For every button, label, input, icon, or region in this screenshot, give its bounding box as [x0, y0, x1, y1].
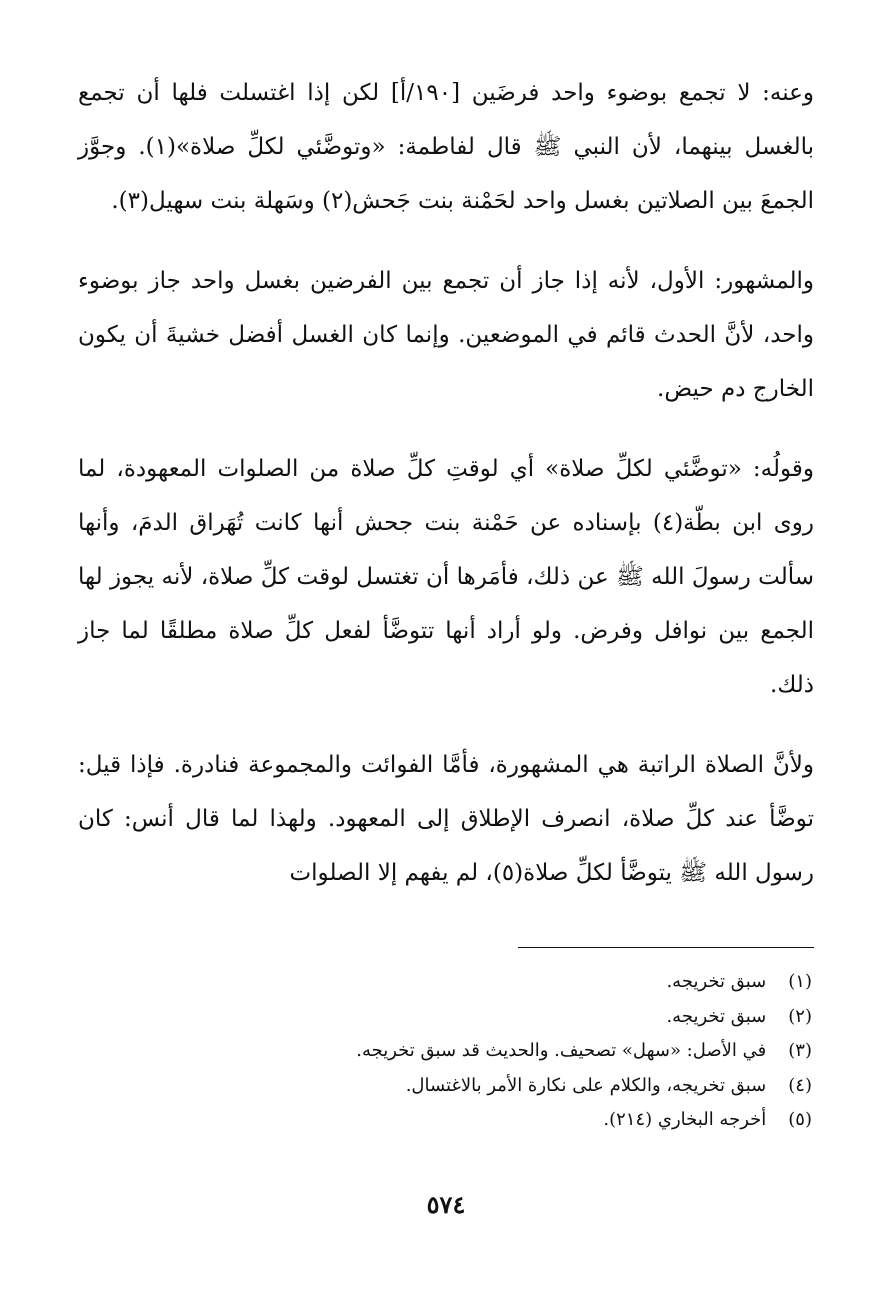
footnote-number: (١)	[788, 971, 812, 992]
footnote-item	[212, 1000, 812, 1035]
paragraph-2	[78, 254, 814, 416]
footnote-text: سبق تخريجه.	[666, 971, 767, 992]
text-line: تجمع بالغسل بينهما، لأن النبي ﷺ قال لفاطمة: «وتوضَّئي لكلِّ صلاة»(١).	[78, 80, 814, 160]
paragraph-1	[78, 66, 814, 228]
text-line: وعنه: لا تجمع بوضوء واحد فرضَين [١٩٠/أ] لكن إذا اغتسلت فلها أن	[136, 80, 815, 106]
text-line: والمشهور: الأول، لأنه إذا جاز أن تجمع بين الفرضين بغسل واحد	[190, 268, 815, 294]
text-line: وجوَّز الجمعَ بين الصلاتين بغسل واحد لحَمْنة بنت جَحش(٢) وسَهلة بنت	[78, 134, 814, 214]
text-line: سهيل(٣).	[111, 188, 204, 214]
footnote-text: أخرجه البخاري (٢١٤).	[603, 1109, 767, 1130]
text-line: وقولُه: «توضَّئي لكلِّ صلاة» أي لوقتِ كلِّ صلاة من الصلوات	[217, 456, 814, 482]
text-line: أفضل خشيةَ أن يكون الخارج دم حيض.	[78, 322, 814, 402]
text-line: المعهودة، لما روى ابن بطّة(٤) بإسناده عن حَمْنة بنت جحش أنها كانت	[78, 456, 815, 536]
text-line: تُهَراق الدمَ، وأنها سألت رسولَ الله ﷺ عن ذلك، فأمَرها أن تغتسل لوقت	[78, 510, 815, 590]
text-line: قال أنس: كان رسول الله ﷺ يتوضَّأ لكلِّ صلاة(٥)، لم يفهم إلا الصلوات	[78, 806, 814, 886]
text-line: ولأنَّ الصلاة الراتبة هي المشهورة، فأمَّا الفوائت والمجموعة فنادرة.	[173, 752, 814, 778]
text-line: جاز بوضوء واحد، لأنَّ الحدث قائم في الموضعين. وإنما كان الغسل	[78, 268, 815, 348]
footnote-divider	[518, 947, 814, 948]
footnote-number: (٣)	[788, 1040, 812, 1061]
paragraph-4	[78, 738, 814, 900]
footnote-item	[212, 1034, 812, 1069]
footnote-item	[212, 965, 812, 1000]
footnote-text: في الأصل: «سهل» تصحيف. والحديث قد سبق تخريجه.	[356, 1040, 767, 1061]
main-text	[78, 66, 814, 926]
footnote-number: (٤)	[788, 1074, 812, 1096]
footnote-number: (٢)	[788, 1005, 812, 1027]
footnote-item	[212, 1069, 812, 1104]
footnote-item	[212, 1103, 812, 1138]
text-line: لفعل كلِّ صلاة مطلقًا لما جاز ذلك.	[78, 618, 814, 698]
footnote-text: سبق تخريجه، والكلام على نكارة الأمر بالاغتسال.	[405, 1074, 767, 1096]
paragraph-3	[78, 442, 814, 712]
page-number: ٥٧٤	[426, 1190, 466, 1219]
text-line: كلِّ صلاة، لأنه يجوز لها الجمع بين نوافل وفرض. ولو أراد أنها تتوضَّأ	[78, 564, 814, 644]
text-line: فإذا قيل: توضَّأ عند كلِّ صلاة، انصرف الإطلاق إلى المعهود. ولهذا لما	[78, 752, 815, 832]
footnotes	[212, 965, 812, 1138]
footnote-text: سبق تخريجه.	[666, 1005, 767, 1027]
footnote-number: (٥)	[788, 1109, 812, 1130]
